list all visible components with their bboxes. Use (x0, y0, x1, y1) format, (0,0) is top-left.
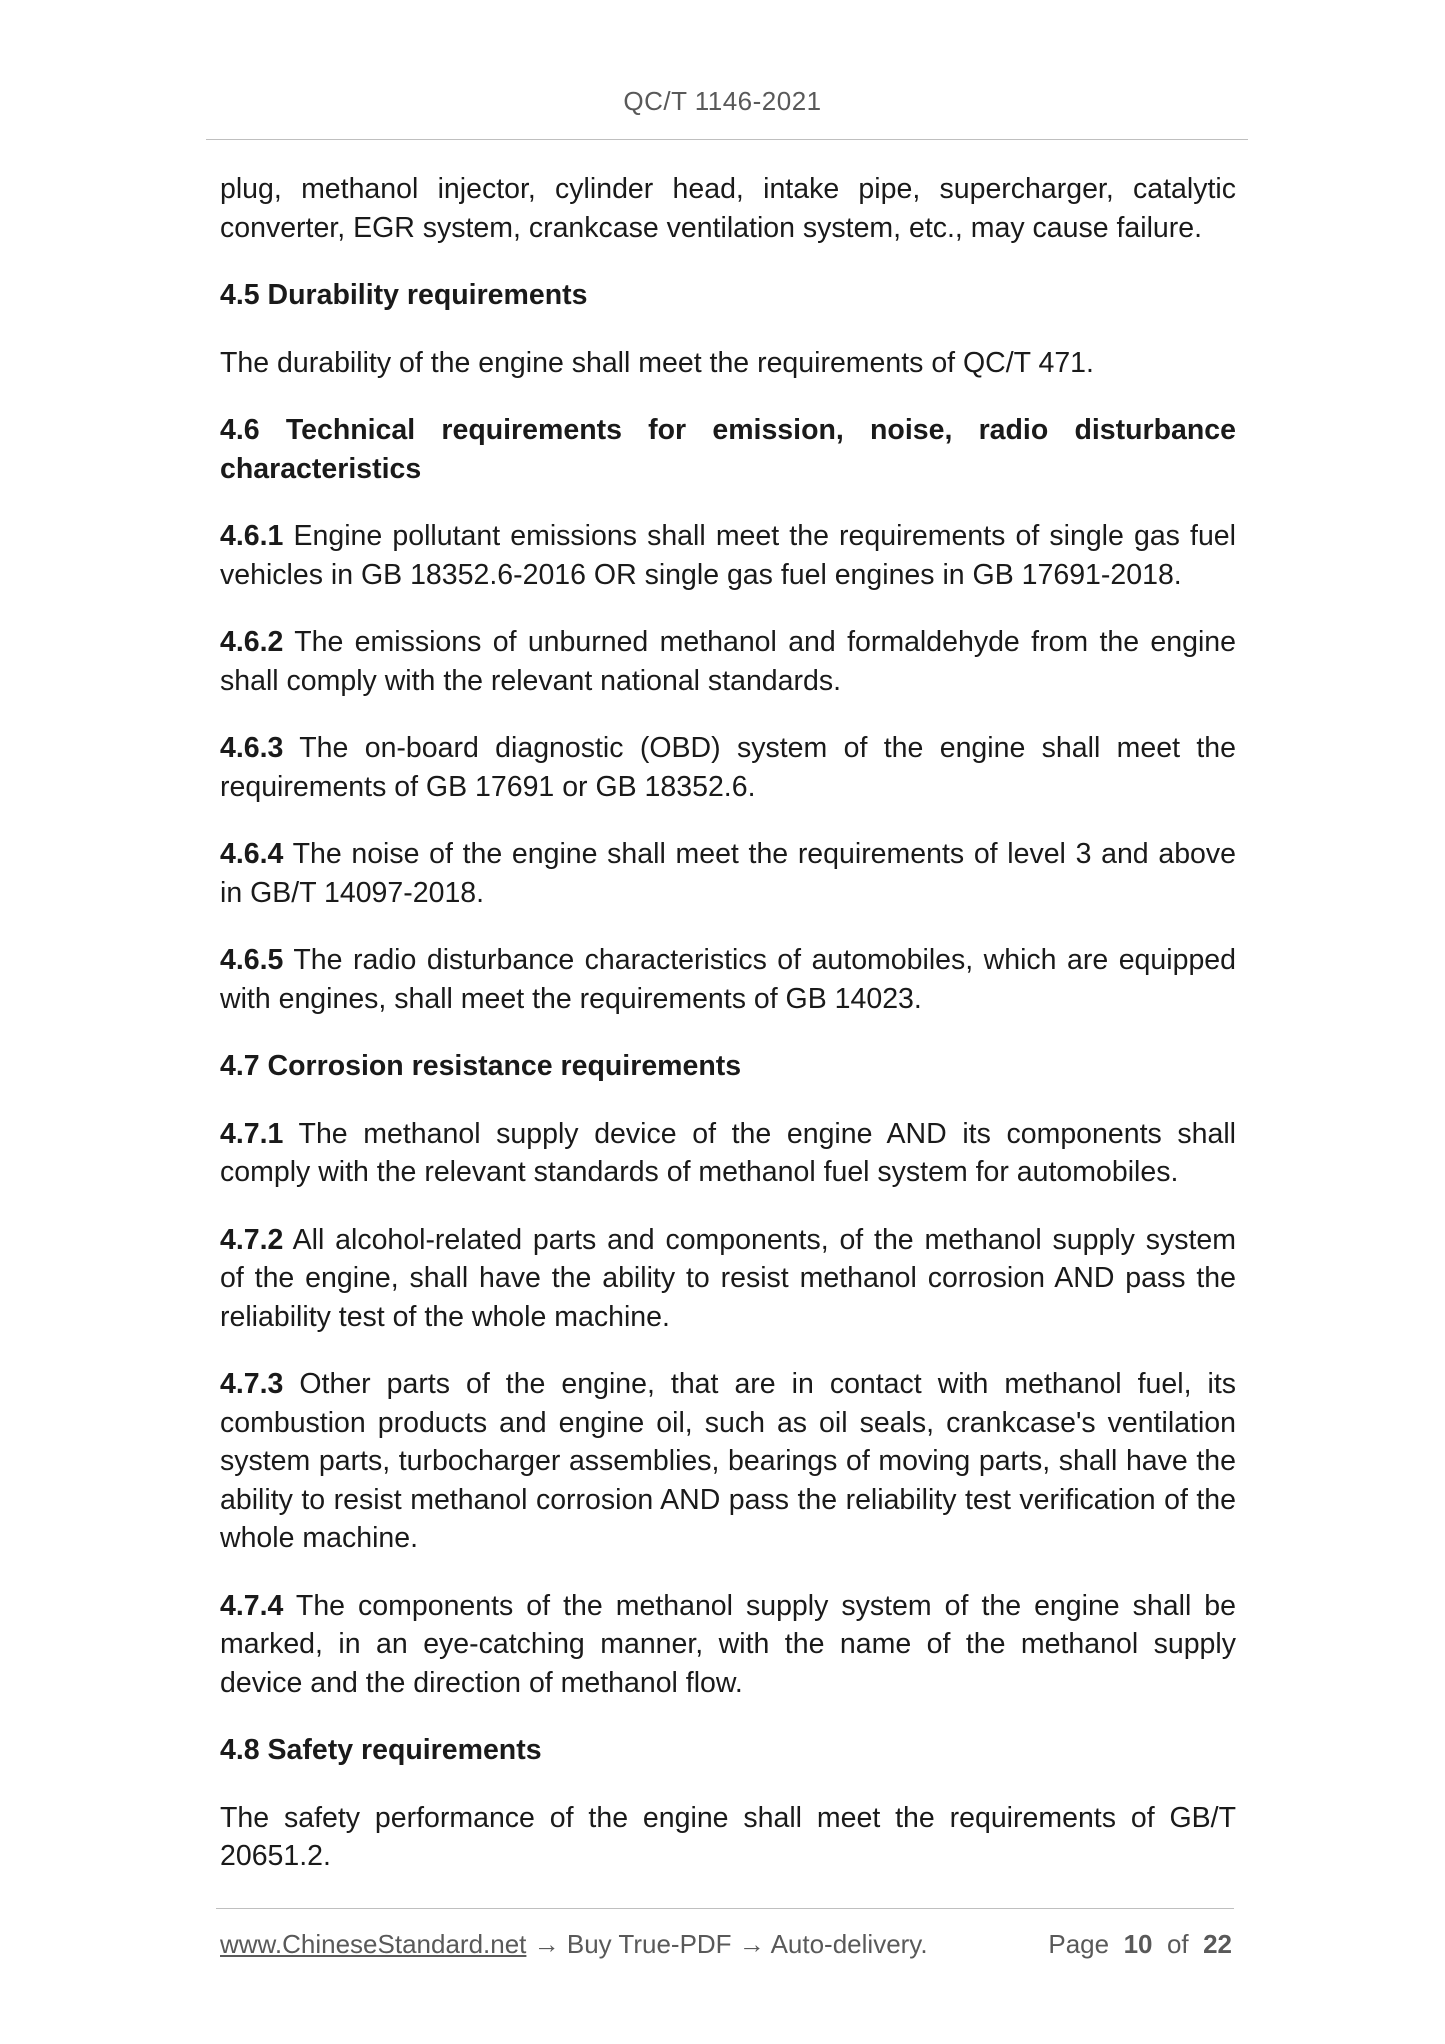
paragraph-4-5: The durability of the engine shall meet the requirements of QC/T 471. (220, 346, 1094, 379)
section-heading-4-5: 4.5 Durability requirements (220, 279, 588, 311)
page-header-title: QC/T 1146-2021 (623, 86, 822, 116)
clause-number: 4.6.4 (220, 838, 284, 870)
clause-text: All alcohol-related parts and components, of the methanol supply system of the engine, shall have the ability to resist methanol corrosion AND pass the reliability test of the whole machine. (220, 1223, 1236, 1333)
clause-4-7-4 (220, 1587, 1236, 1703)
total-pages-number: 22 (1203, 1929, 1232, 1959)
document-body (220, 170, 1236, 1905)
clause-4-6-3 (220, 729, 1236, 806)
of-word: of (1166, 1929, 1189, 1959)
page-word: Page (1048, 1929, 1110, 1959)
clause-text: The methanol supply device of the engine AND its components shall comply with the relevant standards of methanol fuel system for automobiles. (220, 1117, 1237, 1188)
footer-divider (216, 1908, 1234, 1909)
clause-number: 4.7.2 (220, 1223, 284, 1256)
clause-number: 4.7.3 (220, 1368, 284, 1400)
clause-text: The noise of the engine shall meet the requirements of level 3 and above in GB/T 14097-2018. (220, 838, 1236, 909)
clause-number: 4.6.1 (220, 520, 284, 552)
section-heading-4-6: 4.6 Technical requirements for emission, noise, radio disturbance characteristics (220, 414, 1236, 485)
header-divider (206, 139, 1248, 140)
clause-number: 4.6.5 (220, 944, 284, 976)
clause-text: Other parts of the engine, that are in contact with methanol fuel, its combustion products and engine oil, such as oil seals, crankcase's ventilation system parts, turbocharger assemblies, bearings of moving parts, shall have the ability to resist methanol corrosion AND pass the reliability test verification of the whole machine. (220, 1368, 1236, 1554)
website-link[interactable]: www.ChineseStandard.net (220, 1929, 527, 1959)
clause-4-7-2 (220, 1221, 1236, 1337)
clause-4-7-3 (220, 1365, 1236, 1558)
clause-number: 4.6.3 (220, 732, 284, 764)
footer-promo (220, 1927, 928, 1961)
clause-text: The on-board diagnostic (OBD) system of the engine shall meet the requirements of GB 17691 or GB 18352.6. (220, 732, 1236, 803)
clause-4-6-1 (220, 517, 1236, 594)
section-heading-4-7: 4.7 Corrosion resistance requirements (220, 1050, 742, 1082)
page-counter (1048, 1927, 1232, 1961)
clause-number: 4.7.4 (220, 1589, 284, 1622)
clause-text: The emissions of unburned methanol and formaldehyde from the engine shall comply with the relevant national standards. (220, 626, 1236, 697)
clause-text: Engine pollutant emissions shall meet the requirements of single gas fuel vehicles in GB 18352.6-2016 OR single gas fuel engines in GB 17691-2018. (220, 520, 1236, 591)
section-heading-4-8: 4.8 Safety requirements (220, 1734, 542, 1766)
paragraph-4-8: The safety performance of the engine shall meet the requirements of GB/T 20651.2. (220, 1801, 1236, 1872)
clause-number: 4.7.1 (220, 1117, 284, 1150)
clause-4-6-2 (220, 623, 1236, 700)
clause-4-6-4 (220, 835, 1236, 912)
clause-4-7-1 (220, 1115, 1236, 1192)
clause-text: The components of the methanol supply system of the engine shall be marked, in an eye-catching manner, with the name of the methanol supply device and the direction of methanol flow. (220, 1589, 1237, 1699)
footer-tagline: → Buy True-PDF → Auto-delivery. (526, 1929, 928, 1959)
current-page-number: 10 (1123, 1929, 1153, 1959)
clause-4-6-5 (220, 941, 1236, 1018)
clause-number: 4.6.2 (220, 626, 284, 658)
clause-text: The radio disturbance characteristics of automobiles, which are equipped with engines, shall meet the requirements of GB 14023. (220, 944, 1236, 1015)
intro-paragraph: plug, methanol injector, cylinder head, intake pipe, supercharger, catalytic converter, EGR system, crankcase ventilation system, etc., may cause failure. (220, 173, 1236, 244)
